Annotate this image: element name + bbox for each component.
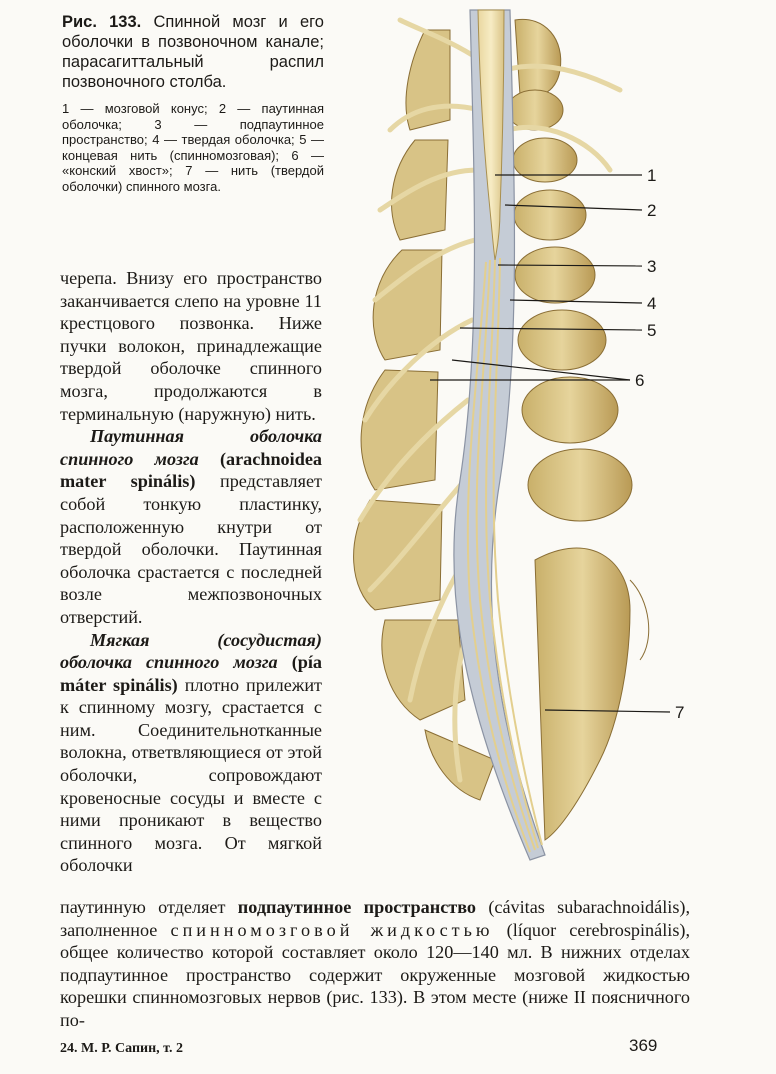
term-pia: Мягкая (сосудистая) оболочка спинного мозга bbox=[60, 629, 322, 673]
term-pia-latin: (pía máter spinális) bbox=[60, 652, 323, 695]
figure-label-4: 4 bbox=[647, 294, 657, 313]
figure-legend: 1 — мозговой конус; 2 — паутинная оболочка; 3 — подпаутинное пространство; 4 — твердая оболочка; 5 — концевая нить (спинномозговая); 6 — «конский хвост»; 7 — нить (твердой оболочки) спинного мозга. bbox=[62, 101, 324, 194]
paragraph-pia bbox=[60, 629, 322, 878]
spine-drawing bbox=[330, 0, 776, 880]
figure-title: Спинной мозг и его оболочки в позвоночном канале; парасагиттальный распил позвоночного столба. bbox=[62, 13, 324, 91]
spaced-term-csf: спинномозговой жидкостью bbox=[170, 919, 494, 940]
paragraph-subarachnoid bbox=[60, 896, 690, 1032]
spine-illustration bbox=[330, 0, 776, 880]
figure-label-5: 5 bbox=[647, 321, 657, 340]
figure-label-1: 1 bbox=[647, 166, 657, 185]
paragraph-1: черепа. Внизу его пространство заканчивается слепо на уровне 11 крестцового позвонка. Ниже пучки волокон, принадлежащие твердой оболочке спинного мозга, продолжаются в терминальную (наружную) нить. bbox=[60, 268, 322, 424]
term-subarachnoid-latin: (cávitas subarachnoidális), заполненное bbox=[60, 897, 691, 940]
term-arachnoid-latin: (arachnoidea mater spinális) bbox=[60, 448, 322, 492]
figure-label-6: 6 bbox=[635, 371, 645, 390]
term-arachnoid: Паутинная оболочка спинного мозга bbox=[60, 426, 322, 469]
term-subarachnoid: подпаутинное пространство bbox=[237, 897, 477, 917]
full-text-rest: (líquor cerebrospinális), общее количество которой составляет около 120—140 мл. В нижних отделах подпаутинное пространство содержит окруженные мозговой жидкостью корешки спинномозговых нервов (рис. 133). В этом месте (ниже II поясничного по- bbox=[60, 919, 691, 1030]
pia-description: плотно прилежит к спинному мозгу, срастается с ним. Соединительнотканные волокна, ответвляющиеся от этой оболочки, сопровождают кровеносные сосуды и вместе с ними проникают в вещество спинного мозга. От мягкой оболочки bbox=[60, 674, 323, 876]
column-text bbox=[60, 267, 322, 877]
figure-number: Рис. 133. bbox=[62, 13, 142, 31]
caption-title bbox=[62, 12, 324, 92]
page-number: 369 bbox=[629, 1036, 658, 1055]
figure-caption bbox=[62, 12, 324, 194]
paragraph-arachnoid bbox=[60, 425, 322, 628]
figure-label-3: 3 bbox=[647, 257, 657, 276]
signature-mark: 24. М. Р. Сапин, т. 2 bbox=[60, 1041, 183, 1056]
full-text-start: паутинную отделяет bbox=[60, 897, 226, 917]
figure-label-2: 2 bbox=[647, 201, 657, 220]
figure-label-7: 7 bbox=[675, 703, 685, 722]
full-width-text bbox=[60, 896, 690, 1032]
arachnoid-description: представляет собой тонкую пластинку, расположенную кнутри от твердой оболочки. Паутинная оболочка срастается с последней возле межпозвоночных отверстий. bbox=[60, 471, 323, 627]
